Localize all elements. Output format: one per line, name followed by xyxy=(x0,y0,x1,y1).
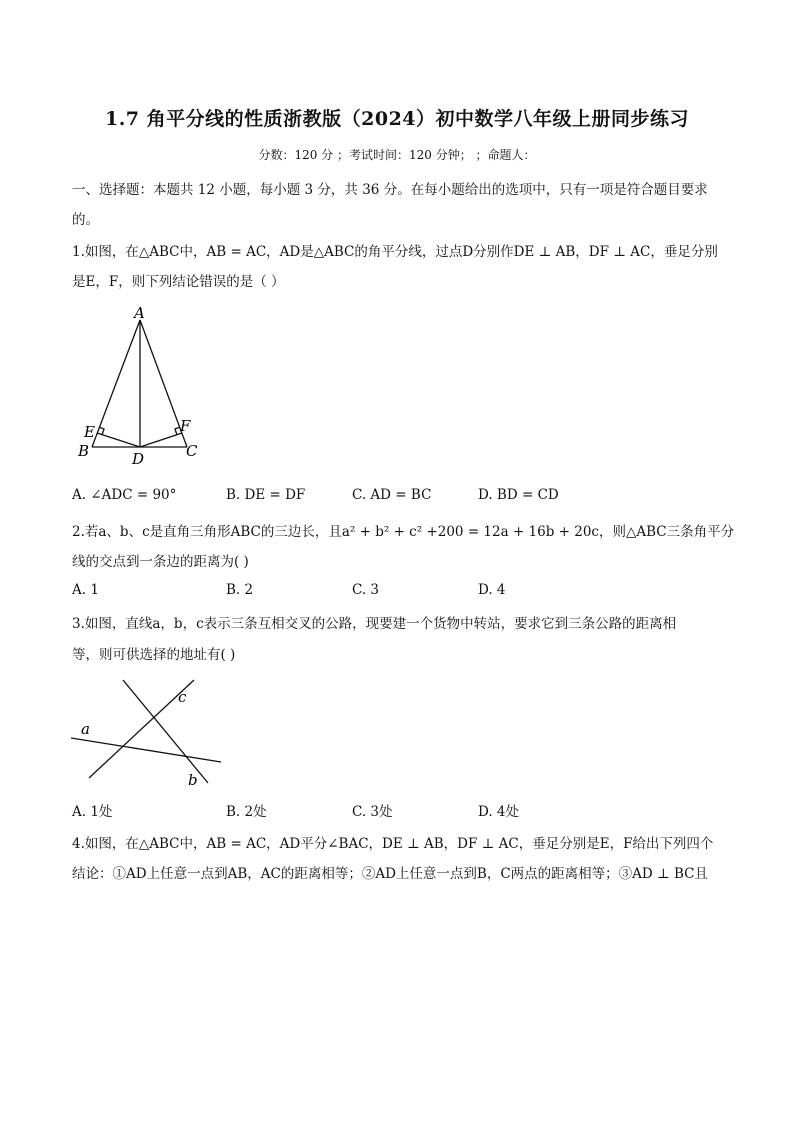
q1-option-a[interactable]: A. ∠ADC = 90° xyxy=(72,487,177,503)
q1-option-b[interactable]: B. DE = DF xyxy=(226,487,306,503)
q2-option-b[interactable]: B. 2 xyxy=(226,582,254,598)
label-f: F xyxy=(180,417,191,435)
segment-df xyxy=(140,433,182,447)
segment-de xyxy=(97,433,140,447)
road-a-line xyxy=(71,738,221,762)
label-road-a: a xyxy=(81,720,90,738)
q3-roads-figure xyxy=(66,670,236,800)
q1-triangle-figure xyxy=(70,300,210,470)
exam-meta: 分数：120 分 ；考试时间：120 分钟； ；命题人： xyxy=(258,148,536,162)
q2-option-c[interactable]: C. 3 xyxy=(352,582,380,598)
q3-option-c[interactable]: C. 3处 xyxy=(352,804,393,820)
q1-stem-line2: 是E，F，则下列结论错误的是（ ） xyxy=(72,274,285,290)
q3-option-b[interactable]: B. 2处 xyxy=(226,804,267,820)
q4-stem-line1: 4.如图，在△ABC中，AB = AC，AD平分∠BAC，DE ⊥ AB，DF ⊥ AC，垂足分别是E，F给出下列四个 xyxy=(72,836,714,852)
label-a: A xyxy=(134,304,145,322)
q4-stem-line2: 结论：①AD上任意一点到AB，AC的距离相等；②AD上任意一点到B，C两点的距离相等；③AD ⊥ BC且 xyxy=(72,866,708,882)
segment-ab xyxy=(92,320,140,447)
section-heading-line2: 的。 xyxy=(72,212,99,228)
label-c: C xyxy=(186,442,198,460)
q1-option-c[interactable]: C. AD = BC xyxy=(352,487,432,503)
q1-stem-line1: 1.如图，在△ABC中，AB = AC，AD是△ABC的角平分线，过点D分别作DE ⊥ AB，DF ⊥ AC，垂足分别 xyxy=(72,244,718,260)
road-b-line xyxy=(123,680,208,783)
q2-option-a[interactable]: A. 1 xyxy=(72,582,99,598)
section-heading-line1: 一、选择题：本题共 12 小题，每小题 3 分，共 36 分。在每小题给出的选项中，只有一项是符合题目要求 xyxy=(72,182,708,198)
q3-option-d[interactable]: D. 4处 xyxy=(478,804,520,820)
q3-stem-line1: 3.如图，直线a，b，c表示三条互相交叉的公路，现要建一个货物中转站，要求它到三条公路的距离相 xyxy=(72,616,677,632)
label-road-c: c xyxy=(178,688,187,706)
label-e: E xyxy=(84,423,95,441)
label-road-b: b xyxy=(188,771,198,789)
label-d: D xyxy=(132,450,145,468)
q2-option-d[interactable]: D. 4 xyxy=(478,582,506,598)
q3-stem-line2: 等，则可供选择的地址有( ) xyxy=(72,647,236,663)
page-title: 1.7 角平分线的性质浙教版（2024）初中数学八年级上册同步练习 xyxy=(104,108,690,130)
q3-option-a[interactable]: A. 1处 xyxy=(72,804,113,820)
q1-option-d[interactable]: D. BD = CD xyxy=(478,487,559,503)
q2-stem-line1: 2.若a、b、c是直角三角形ABC的三边长，且a² + b² + c² +200 = 12a + 16b + 20c，则△ABC三条角平分 xyxy=(72,524,735,540)
q2-stem-line2: 线的交点到一条边的距离为( ) xyxy=(72,554,249,570)
label-b: B xyxy=(78,442,90,460)
